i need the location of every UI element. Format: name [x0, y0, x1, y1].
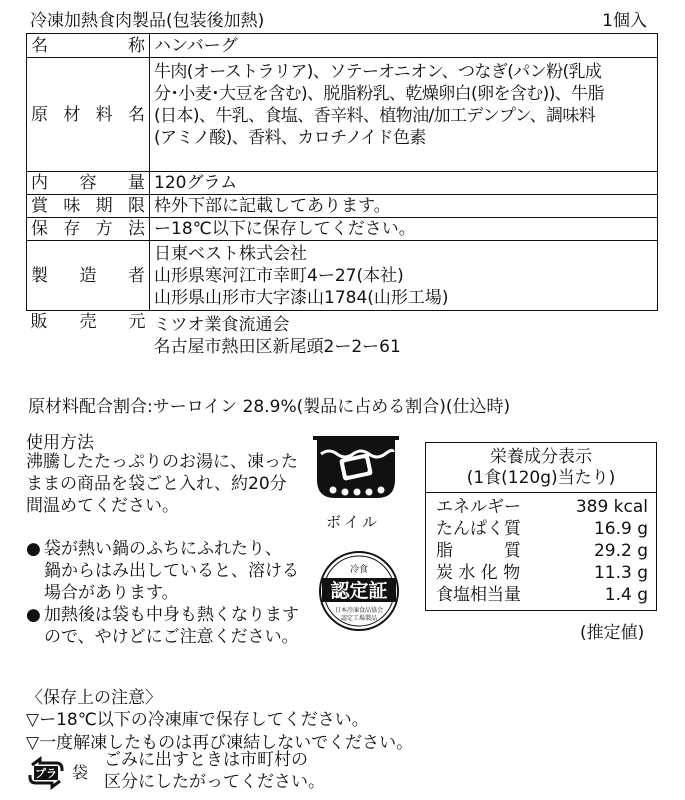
package-count: 1個入	[602, 11, 647, 31]
nutrient-value: 29.2 g	[593, 541, 648, 561]
recycle-instructions: ごみに出すときは市町村の 区分にしたがってください。	[104, 750, 325, 792]
warning-item: ● 袋が熱い鍋のふちにふれたり、 鍋からはみ出していると、溶ける 場合があります。	[26, 539, 299, 603]
usage-line: 沸騰したたっぷりのお湯に、凍った	[26, 452, 298, 472]
plastic-recycle-icon	[26, 755, 66, 791]
maker-line: 日東ベスト株式会社	[154, 243, 307, 264]
nutrition-title: 栄養成分表示	[490, 447, 592, 467]
ingredients-line: 牛肉(オーストラリア)、ソテーオニオン、つなぎ(パン粉(乳成	[154, 62, 602, 82]
nutrition-row	[436, 584, 648, 606]
seal-sub-text: 日本冷凍食品協会	[334, 607, 384, 614]
ingredient-ratio: 原材料配合割合:サーロイン 28.9%(製品に占める割合)(仕込時)	[28, 397, 511, 417]
recycle-bag-label: 袋	[72, 763, 89, 782]
name-row	[27, 34, 658, 58]
expiry-label: 賞 味 期 限	[27, 195, 150, 218]
storage-note: ▽一度解凍したものは再び凍結しないでください。	[26, 733, 414, 753]
nutrient-value: 1.4 g	[604, 585, 648, 605]
seller-line: ミツオ業食流通会	[153, 315, 290, 335]
content-label: 内 容 量	[27, 172, 150, 195]
storage-note: ▽ー18℃以下の冷凍庫で保存してください。	[26, 710, 369, 730]
seller-line: 名古屋市熱田区新尾頭2ー2ー61	[153, 337, 401, 357]
name-value: ハンバーグ	[150, 34, 658, 58]
storage-notes-title: 〈保存上の注意〉	[26, 688, 162, 708]
ingredients-label: 原 材 料 名	[27, 58, 150, 172]
storage-label: 保 存 方 法	[27, 218, 150, 241]
usage-title: 使用方法	[26, 433, 94, 453]
bullet-icon: ●	[26, 605, 41, 625]
product-category: 冷凍加熱食肉製品(包装後加熱)	[30, 11, 265, 31]
certification-seal-icon	[318, 550, 400, 632]
ingredients-line: (日本)、牛乳、食塩、香辛料、植物油/加工デンプン、調味料	[154, 106, 596, 126]
seller-label: 販 売 元	[30, 312, 146, 332]
expiry-value: 枠外下部に記載してあります。	[150, 195, 658, 218]
nutrition-note: (推定値)	[580, 623, 645, 643]
expiry-row	[27, 195, 658, 218]
nutrient-name: エネルギー	[436, 497, 521, 517]
warning-list	[26, 538, 316, 648]
storage-row	[27, 218, 658, 241]
content-row	[27, 172, 658, 195]
nutrition-per-serving: (1食(120g)当たり)	[466, 468, 616, 488]
maker-line: 山形県寒河江市幸町4ー27(本社)	[154, 265, 404, 286]
ingredients-line: (アミノ酸)、香料、カロチノイド色素	[154, 128, 426, 148]
boil-pot-icon	[311, 432, 401, 508]
nutrient-name: 脂 質	[436, 541, 521, 561]
nutrition-row	[436, 562, 648, 584]
nutrient-name: 炭 水 化 物	[436, 563, 521, 583]
bullet-icon: ●	[26, 539, 41, 559]
seller-value	[150, 311, 658, 359]
content-value: 120グラム	[150, 172, 658, 195]
nutrition-row	[436, 496, 648, 518]
nutrient-value: 11.3 g	[593, 563, 648, 583]
maker-line: 山形県山形市大字漆山1784(山形工場)	[154, 287, 449, 308]
usage-line: ままの商品を袋ごと入れ、約20分	[26, 474, 287, 494]
nutrient-value: 16.9 g	[593, 519, 648, 539]
nutrition-body	[426, 493, 656, 610]
ingredients-row	[27, 58, 658, 172]
nutrition-row	[436, 540, 648, 562]
storage-value: ー18℃以下に保存してください。	[150, 218, 658, 241]
nutrient-name: 食塩相当量	[436, 585, 521, 605]
product-label-table	[26, 33, 658, 358]
maker-value	[150, 241, 658, 311]
seal-sub-text: 認定工場製品	[340, 615, 378, 622]
nutrient-value: 389 kcal	[575, 497, 648, 517]
seller-row	[27, 311, 658, 359]
usage-line: 間温めてください。	[26, 496, 179, 516]
recycle-mark-text: プラ	[35, 767, 57, 780]
name-label: 名 称	[27, 34, 150, 58]
seal-top-text: 冷食	[349, 565, 369, 575]
nutrition-header	[426, 443, 656, 493]
nutrient-name: たんぱく質	[436, 519, 521, 539]
boil-label: ボイル	[326, 513, 381, 531]
maker-label: 製 造 者	[27, 241, 150, 311]
usage-instructions	[26, 451, 306, 517]
warning-item: ● 加熱後は袋も中身も熱くなります ので、やけどにご注意ください。	[26, 605, 299, 647]
ingredients-value	[150, 58, 658, 172]
ingredients-line: 分･小麦･大豆を含む)、脱脂粉乳、乾燥卵白(卵を含む))、牛脂	[154, 84, 604, 104]
nutrition-row	[436, 518, 648, 540]
seal-main-text: 認定証	[330, 580, 388, 602]
maker-row	[27, 241, 658, 311]
nutrition-table	[425, 442, 657, 611]
